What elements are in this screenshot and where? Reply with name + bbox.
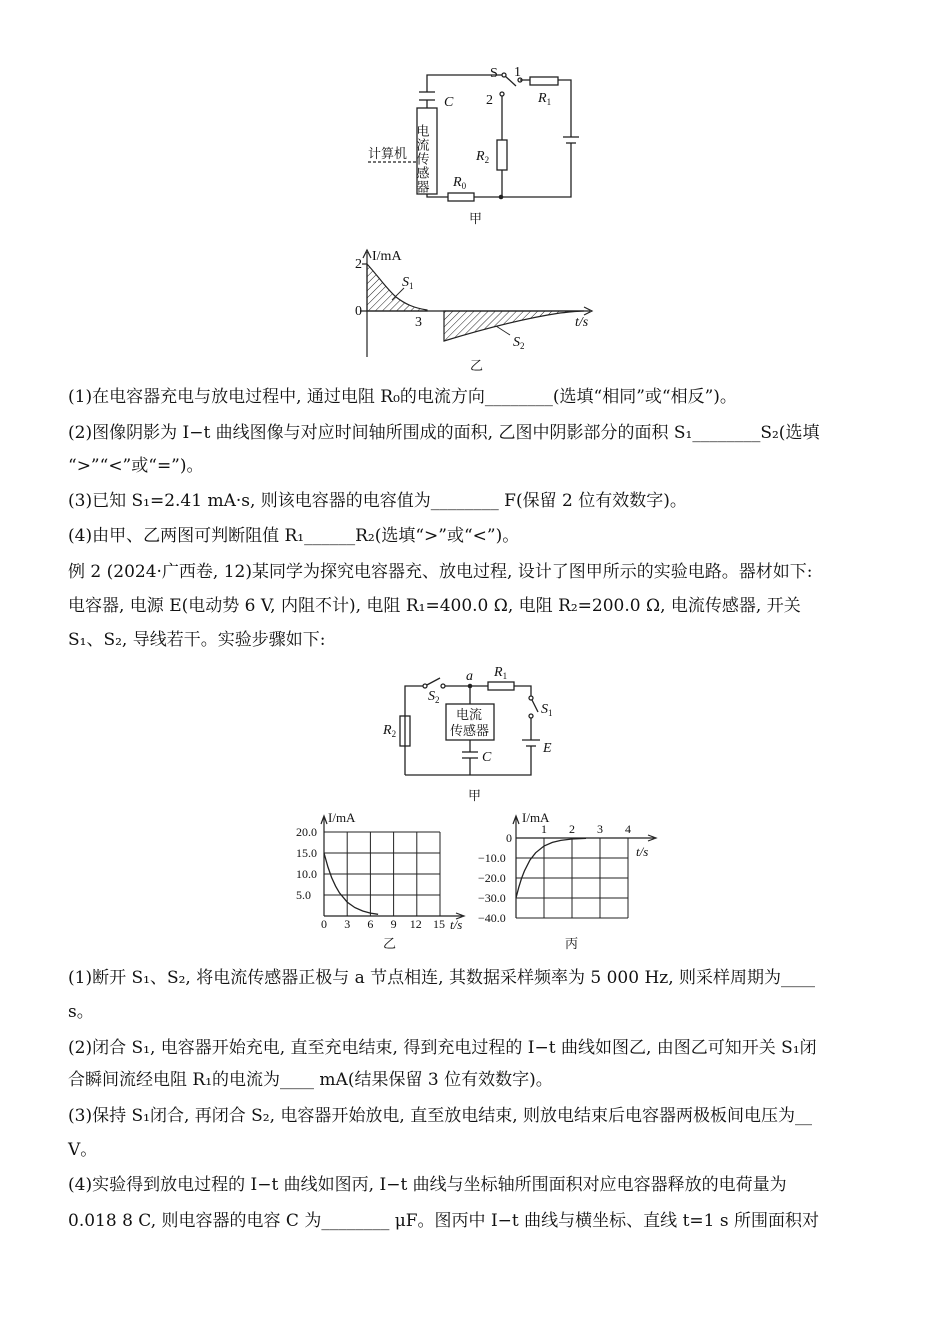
- chart-bing-ytick: −20.0: [478, 871, 506, 885]
- fig2-ytick-0: 0: [355, 304, 362, 319]
- chart-bing-curve: [516, 838, 586, 898]
- chart-bing-ytick: 0: [506, 831, 512, 845]
- fig3-sensor-line2: 传感器: [450, 724, 490, 739]
- question-2-3-cont: V。: [68, 1140, 98, 1160]
- fig2-xlabel: t/s: [575, 315, 589, 330]
- fig3-c-label: C: [482, 750, 492, 765]
- chart-bing-xlabel: t/s: [636, 844, 649, 859]
- fig3-s1-label: $S_1$: [541, 702, 553, 718]
- chart-yi-ylabel: I/mA: [328, 810, 356, 825]
- chart-bing-axes: [513, 816, 656, 918]
- chart-yi-ytick: 10.0: [296, 867, 317, 881]
- chart-yi-ytick: 20.0: [296, 825, 317, 839]
- fig1-caption: 甲: [469, 212, 483, 227]
- chart-bing-xtick: 1: [541, 822, 547, 836]
- question-1-3: (3)已知 S₁=2.41 mA·s, 则该电容器的电容值为________ F(保留 2 位有效数字)。: [68, 491, 687, 511]
- chart-bing-ytick: −30.0: [478, 891, 506, 905]
- chart-bing-grid: [516, 838, 628, 918]
- fig2-s1-label: $S_1$: [402, 275, 414, 291]
- fig3-caption: 甲: [468, 789, 482, 804]
- chart-yi-caption: 乙: [383, 937, 397, 952]
- example-2-line3: S₁、S₂, 导线若干。实验步骤如下:: [68, 630, 326, 650]
- capacitor-c-label: C: [444, 95, 454, 110]
- r1-label: $R_1$: [538, 91, 552, 107]
- chart-bing-caption: 丙: [565, 937, 579, 952]
- switch-pos1-label: 1: [514, 65, 521, 80]
- switch-s-label: S: [490, 66, 498, 81]
- fig2-xtick-3: 3: [415, 315, 422, 330]
- r0-label: $R_0$: [453, 175, 467, 191]
- question-2-1-cont: s。: [68, 1002, 94, 1022]
- question-1-1: (1)在电容器充电与放电过程中, 通过电阻 R₀的电流方向________(选填“相同”或“相反”)。: [68, 387, 737, 407]
- chart-bing-xtick: 3: [597, 822, 603, 836]
- example-2-line1: 例 2 (2024·广西卷, 12)某同学为探究电容器充、放电过程, 设计了图甲所示的实验电路。器材如下:: [68, 562, 813, 582]
- fig2-ylabel: I/mA: [372, 249, 402, 264]
- fig3-s2-label: $S_2$: [428, 689, 440, 705]
- chart-yi-xlabel: t/s: [450, 917, 463, 932]
- chart-yi-ytick: 5.0: [296, 888, 311, 902]
- chart-bing-ytick: −40.0: [478, 911, 506, 925]
- chart-yi-xtick: 15: [433, 917, 445, 931]
- chart-bing-xtick: 4: [625, 822, 631, 836]
- question-1-2-cont: “>”“<”或“=”)。: [68, 456, 204, 476]
- question-2-2: (2)闭合 S₁, 电容器开始充电, 直至充电结束, 得到充电过程的 I−t 曲线如图乙, 由图乙可知开关 S₁闭: [68, 1038, 817, 1058]
- chart-yi-xtick: 3: [344, 917, 351, 931]
- chart-yi-xtick: 12: [409, 917, 422, 931]
- fig2-caption: 乙: [470, 359, 484, 374]
- chart-bing-ytick: −10.0: [478, 851, 506, 865]
- question-2-2-cont: 合瞬间流经电阻 R₁的电流为____ mA(结果保留 3 位有效数字)。: [68, 1070, 553, 1090]
- fig3-r2-label: $R_2$: [383, 723, 397, 739]
- chart-bing-xtick: 2: [569, 822, 575, 836]
- example-2-line2: 电容器, 电源 E(电动势 6 V, 内阻不计), 电阻 R₁=400.0 Ω, 电阻 R₂=200.0 Ω, 电流传感器, 开关: [68, 596, 801, 616]
- fig2-ytick-2: 2: [355, 257, 362, 272]
- fig2-s2-label: $S_2$: [513, 335, 525, 351]
- question-2-3: (3)保持 S₁闭合, 再闭合 S₂, 电容器开始放电, 直至放电结束, 则放电结束后电容器两极板间电压为__: [68, 1106, 813, 1126]
- chart-yi-xtick: 0: [321, 917, 327, 931]
- question-1-4: (4)由甲、乙两图可判断阻值 R₁______R₂(选填“>”或“<”)。: [68, 526, 520, 546]
- question-2-1: (1)断开 S₁、S₂, 将电流传感器正极与 a 节点相连, 其数据采样频率为 5 000 Hz, 则采样周期为____: [68, 968, 816, 988]
- chart-bing-ylabel: I/mA: [522, 810, 550, 825]
- fig3-r1-label: $R_1$: [494, 665, 508, 681]
- r2-label: $R_2$: [476, 149, 490, 165]
- chart-yi-ytick: 15.0: [296, 846, 317, 860]
- sensor-label: 电流传感器: [413, 124, 429, 194]
- fig3-e-label: E: [543, 741, 552, 756]
- question-1-2: (2)图像阴影为 I−t 曲线图像与对应时间轴所围成的面积, 乙图中阴影部分的面积 S₁________S₂(选填: [68, 423, 820, 443]
- fig3-sensor-line1: 电流: [456, 708, 483, 723]
- chart-yi-xtick: 6: [367, 917, 374, 931]
- computer-label: 计算机: [368, 147, 408, 162]
- chart-yi-xtick: 9: [390, 917, 397, 931]
- question-2-4-cont: 0.018 8 C, 则电容器的电容 C 为________ μF。图丙中 I−t 曲线与横坐标、直线 t=1 s 所围面积对: [68, 1211, 819, 1231]
- question-2-4: (4)实验得到放电过程的 I−t 曲线如图丙, I−t 曲线与坐标轴所围面积对应电容器释放的电荷量为: [68, 1175, 787, 1195]
- switch-pos2-label: 2: [486, 93, 493, 108]
- node-a-label: a: [466, 669, 473, 684]
